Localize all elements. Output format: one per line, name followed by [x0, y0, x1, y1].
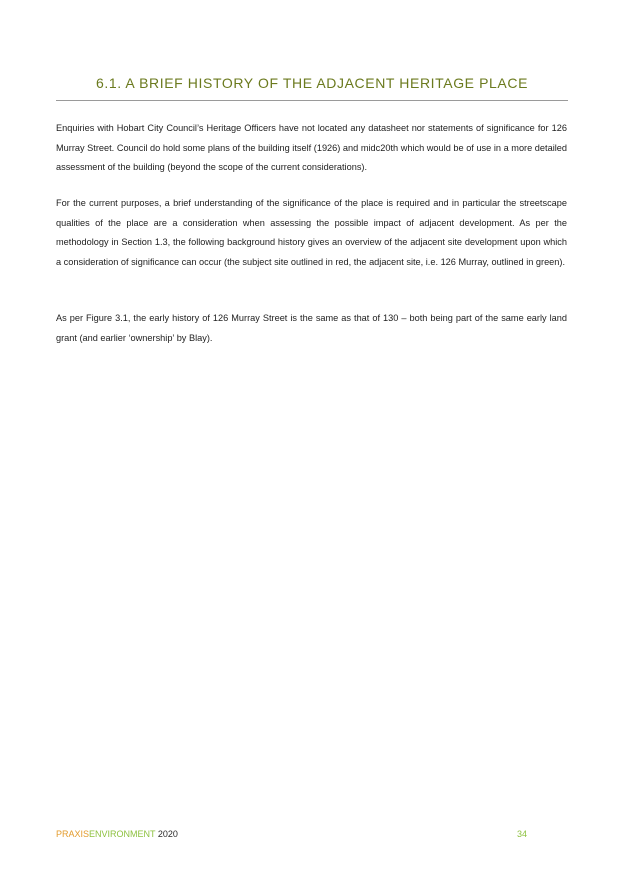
footer-brand [56, 828, 178, 840]
footer-year: 2020 [155, 829, 178, 839]
paragraph-enquiries: Enquiries with Hobart City Council’s Heritage Officers have not located any datasheet nor statements of significance for 126 Murray Street. Council do hold some plans of the building itself (1926) and midc20th which would be of use in a more detailed assessment of the building (beyond the scope of the current considerations). [56, 123, 567, 172]
page-number: 34 [517, 829, 528, 839]
paragraph-current-purposes: For the current purposes, a brief understanding of the significance of the place is required and in particular the streetscape qualities of the place are a consideration when assessing the possible impact of adjacent development. As per the methodology in Section 1.3, the following background history gives an overview of the adjacent site development upon which a consideration of significance can occur (the subject site outlined in red, the adjacent site, i.e. 126 Murray, outlined in green). [56, 198, 567, 267]
brand-environment: ENVIRONMENT [89, 829, 156, 839]
paragraph-early-history: As per Figure 3.1, the early history of 126 Murray Street is the same as that of 130 – both being part of the same early land grant (and earlier ‘ownership’ by Blay). [56, 313, 567, 343]
brand-praxis: PRAXIS [56, 829, 90, 839]
heading-divider [56, 100, 568, 101]
section-heading: 6.1. A BRIEF HISTORY OF THE ADJACENT HERITAGE PLACE [95, 75, 529, 91]
